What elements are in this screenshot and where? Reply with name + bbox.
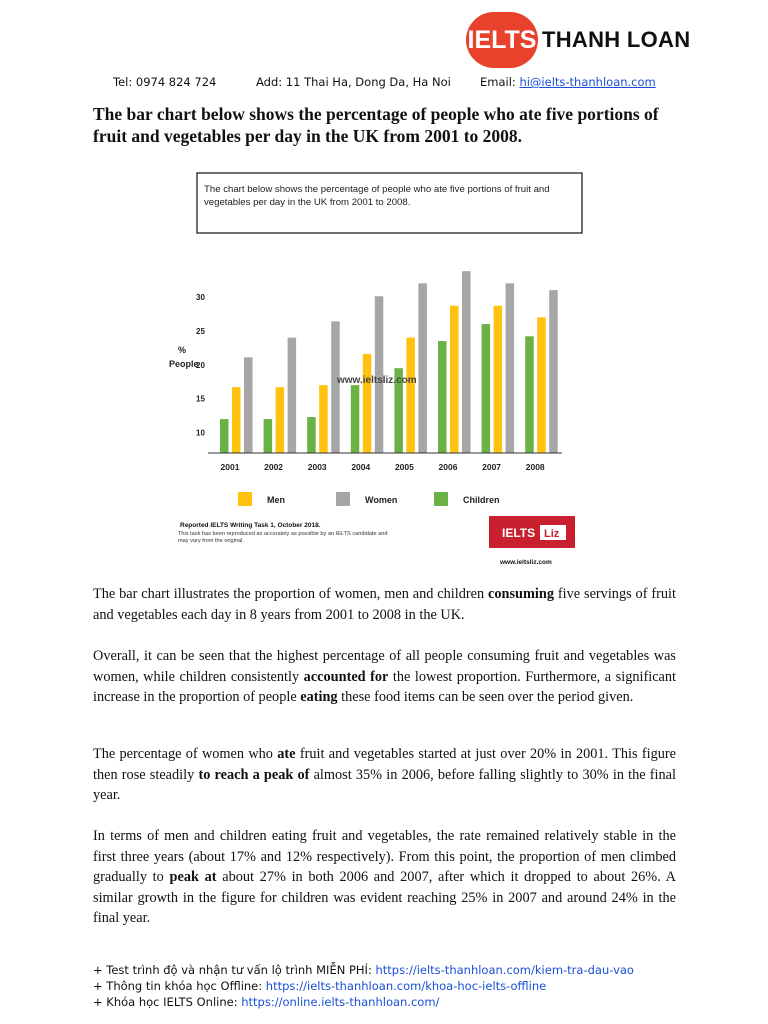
footer-label-offline: + Thông tin khóa học Offline: (93, 979, 266, 993)
ieltsliz-badge-left: IELTS (502, 526, 536, 540)
footer-links (93, 962, 634, 1010)
y-axis-label-percent: % (178, 345, 187, 355)
legend-label-women: Women (365, 495, 398, 505)
text-run: Overall, it can be seen that the highest percentage of all people consuming fruit and vegetables was women, while children consistently (93, 648, 676, 685)
legend-label-children: Children (463, 495, 500, 505)
legend-swatch-women (336, 492, 350, 506)
bar-men-2005 (406, 338, 415, 453)
x-tick-label: 2003 (307, 462, 327, 472)
brand-logo (466, 12, 690, 68)
x-tick-label: 2007 (482, 462, 502, 472)
x-tick-label: 2002 (264, 462, 284, 472)
bar-men-2007 (494, 306, 503, 453)
bar-chart (169, 171, 586, 575)
contact-email (480, 75, 656, 89)
text-run: In terms of men and children eating fruit and vegetables, the rate remained relatively stable in the first three years (about 17% and 12% respectively). From this point, the proportion of men climbed gradually to (93, 828, 676, 885)
footer-link-online[interactable]: https://online.ielts-thanhloan.com/ (241, 995, 440, 1009)
bar-women-2001 (244, 357, 253, 453)
logo-wordmark: THANH LOAN (542, 27, 691, 52)
bold-phrase: consuming (488, 586, 554, 602)
paragraph-intro (93, 584, 676, 625)
bar-children-2006 (438, 341, 447, 453)
text-run: five servings of fruit and vegetables each day in 8 years from 2001 to 2008 in the UK. (93, 586, 676, 623)
bar-women-2007 (506, 283, 514, 453)
footer-label-online: + Khóa học IELTS Online: (93, 995, 242, 1009)
footer-line-online (93, 994, 634, 1010)
bar-men-2003 (319, 385, 328, 453)
text-run: The percentage of women who (93, 746, 278, 762)
bar-children-2007 (482, 324, 491, 453)
bar-children-2002 (264, 419, 273, 453)
bars (220, 271, 558, 453)
bar-children-2004 (351, 385, 360, 453)
y-tick-label: 30 (196, 292, 205, 302)
text-run: about 27% in both 2006 and 2007, after which it dropped to about 26%. A similar growth in the figure for children was evident reaching 25% in 2007 and around 24% in the final year. (93, 869, 676, 926)
contact-phone: Tel: 0974 824 724 (113, 75, 217, 89)
footer-link-offline[interactable]: https://ielts-thanhloan.com/khoa-hoc-ielts-offline (265, 979, 547, 993)
bar-men-2004 (363, 354, 372, 453)
ieltsliz-url: www.ieltsliz.com (500, 559, 552, 566)
page-title: The bar chart below shows the percentage of people who ate five portions of fruit and vegetables per day in the UK from 2001 to 2008. (93, 104, 659, 146)
bar-women-2006 (462, 271, 471, 453)
x-tick-label: 2008 (525, 462, 545, 472)
y-axis-label-people: People (169, 359, 199, 369)
x-tick-label: 2001 (220, 462, 240, 472)
y-tick-label: 10 (196, 428, 205, 438)
bold-phrase: accounted for (303, 668, 389, 685)
bar-women-2005 (418, 283, 427, 453)
bar-men-2006 (450, 306, 459, 453)
chart-title: The chart below shows the percentage of people who ate five portions of fruit and vegetables per day in the UK from 2001 to 2008. (204, 184, 550, 208)
chart-title-fo (204, 183, 574, 228)
source-note-fo (178, 531, 393, 555)
y-tick-label: 20 (196, 360, 205, 370)
email-label: Email: (480, 75, 516, 89)
legend-swatch-men (238, 492, 252, 506)
bold-phrase: eating (300, 689, 338, 705)
y-tick-label: 15 (196, 394, 205, 404)
text-run: almost 35% in 2006, before falling slightly to 30% in the final year. (93, 766, 676, 803)
paragraph-overview (93, 646, 676, 708)
source-note: This task has been reproduced as accurately as possible by an IELTS candidate and may vary from the original. (178, 531, 388, 544)
bar-children-2003 (307, 417, 316, 453)
bold-phrase: peak at (169, 869, 217, 885)
bar-women-2002 (288, 338, 297, 453)
footer-label-test: + Test trình độ và nhận tư vấn lộ trình MIỄN PHÍ: (93, 963, 376, 977)
source-title: Reported IELTS Writing Task 1, October 2018. (180, 522, 321, 529)
bar-men-2002 (276, 387, 285, 453)
bar-children-2001 (220, 419, 229, 453)
bold-phrase: ate (277, 746, 296, 762)
bold-phrase: to reach a peak of (198, 766, 310, 783)
text-run: the lowest proportion. Furthermore, a significant increase in the proportion of people (93, 668, 677, 705)
bar-men-2001 (232, 387, 241, 453)
footer-line-offline (93, 978, 634, 994)
legend-label-men: Men (267, 495, 285, 505)
bar-women-2003 (331, 321, 340, 453)
text-run: fruit and vegetables started at just over 20% in 2001. This figure then rose steadily (93, 746, 677, 783)
chart-watermark: www.ieltsliz.com (337, 375, 417, 386)
chart-legend (238, 492, 500, 506)
x-axis-labels (221, 462, 545, 472)
x-tick-label: 2006 (438, 462, 458, 472)
ieltsliz-badge-right: Liz (544, 528, 560, 540)
paragraph-men-children (93, 826, 676, 929)
footer-link-test[interactable]: https://ielts-thanhloan.com/kiem-tra-dau-vao (375, 963, 634, 977)
text-run: these food items can be seen over the period given. (337, 689, 634, 705)
bar-women-2008 (549, 290, 558, 453)
bar-men-2008 (537, 317, 546, 453)
y-axis (196, 293, 205, 438)
footer-line-test (93, 962, 634, 978)
logo-badge: IELTS (466, 12, 538, 68)
bar-children-2008 (525, 336, 534, 453)
email-link[interactable]: hi@ielts-thanhloan.com (519, 75, 656, 89)
contact-address: Add: 11 Thai Ha, Dong Da, Ha Noi (256, 75, 451, 89)
bar-chart-svg (169, 171, 586, 575)
x-tick-label: 2004 (351, 462, 371, 472)
paragraph-women (93, 744, 676, 806)
y-tick-label: 25 (196, 326, 205, 336)
x-tick-label: 2005 (394, 462, 414, 472)
text-run: The bar chart illustrates the proportion of women, men and children (93, 586, 489, 602)
legend-swatch-children (434, 492, 448, 506)
